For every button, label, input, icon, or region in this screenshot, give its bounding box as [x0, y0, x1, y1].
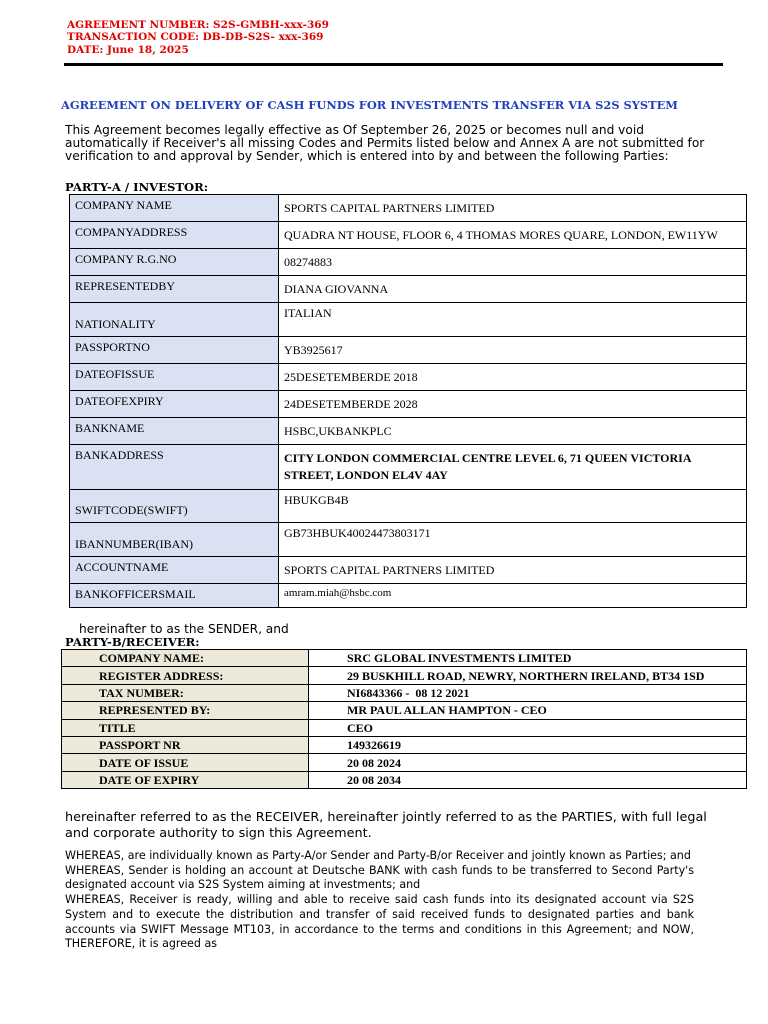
party-b-table	[61, 649, 747, 789]
row-label: DATE OF ISSUE	[62, 754, 309, 771]
document-title: AGREEMENT ON DELIVERY OF CASH FUNDS FOR INVESTMENTS TRANSFER VIA S2S SYSTEM	[61, 98, 678, 112]
row-value: 20 08 2024	[309, 754, 747, 771]
table-row	[70, 222, 747, 249]
table-row	[70, 418, 747, 445]
row-label: DATE OF EXPIRY	[62, 771, 309, 788]
table-row	[62, 667, 747, 684]
row-value: SRC GLOBAL INVESTMENTS LIMITED	[309, 650, 747, 667]
row-label: BANKOFFICERSMAIL	[70, 584, 279, 608]
row-label: PASSPORTNO	[70, 337, 279, 364]
row-value: QUADRA NT HOUSE, FLOOR 6, 4 THOMAS MORES QUARE, LONDON, EW11YW	[279, 222, 747, 249]
row-value: 08274883	[279, 249, 747, 276]
table-row	[62, 754, 747, 771]
table-row	[62, 736, 747, 753]
row-label: TITLE	[62, 719, 309, 736]
row-value: 25DESETEMBERDE 2018	[279, 364, 747, 391]
row-value: SPORTS CAPITAL PARTNERS LIMITED	[279, 195, 747, 222]
row-label: COMPANY NAME:	[62, 650, 309, 667]
row-value: 20 08 2034	[309, 771, 747, 788]
row-label: IBANNUMBER(IBAN)	[70, 523, 279, 557]
row-label: REGISTER ADDRESS:	[62, 667, 309, 684]
table-row	[70, 557, 747, 584]
table-row	[62, 771, 747, 788]
row-label: COMPANYADDRESS	[70, 222, 279, 249]
row-label: REPRESENTEDBY	[70, 276, 279, 303]
table-row	[62, 684, 747, 701]
row-value: DIANA GIOVANNA	[279, 276, 747, 303]
receiver-note: hereinafter referred to as the RECEIVER, hereinafter jointly referred to as the PARTIES, with full legal and corporate authority to sign this Agreement.	[65, 810, 707, 841]
table-row	[70, 523, 747, 557]
table-row	[70, 276, 747, 303]
table-row	[62, 650, 747, 667]
party-b-heading: PARTY-B/RECEIVER:	[65, 635, 200, 649]
whereas-clause: WHEREAS, are individually known as Party-A/or Sender and Party-B/or Receiver and jointly known as Parties; and	[65, 849, 691, 862]
row-value: YB3925617	[279, 337, 747, 364]
party-a-table	[69, 194, 747, 608]
row-label: BANKNAME	[70, 418, 279, 445]
table-row	[70, 195, 747, 222]
party-a-heading: PARTY-A / INVESTOR:	[65, 180, 209, 194]
row-value: 29 BUSKHILL ROAD, NEWRY, NORTHERN IRELAND, BT34 1SD	[309, 667, 747, 684]
whereas-clauses	[65, 849, 694, 952]
row-label: TAX NUMBER:	[62, 684, 309, 701]
header-divider	[64, 63, 723, 66]
row-value: NI6843366 - 08 12 2021	[309, 684, 747, 701]
row-value: SPORTS CAPITAL PARTNERS LIMITED	[279, 557, 747, 584]
row-value: 149326619	[309, 736, 747, 753]
table-row	[70, 391, 747, 418]
sender-note: hereinafter to as the SENDER, and	[79, 622, 289, 636]
row-label: NATIONALITY	[70, 303, 279, 337]
table-row	[70, 249, 747, 276]
transaction-code: TRANSACTION CODE: DB-DB-S2S- xxx-369	[67, 31, 324, 44]
row-label: REPRESENTED BY:	[62, 702, 309, 719]
row-label: DATEOFEXPIRY	[70, 391, 279, 418]
row-value: ITALIAN	[279, 303, 747, 337]
intro-paragraph: This Agreement becomes legally effective as Of September 26, 2025 or becomes null and void automatically if Receiver's all missing Codes and Permits listed below and Annex A are not submitted for verification to and approval by Sender, which is entered into by and between the following Parties:	[65, 123, 705, 163]
row-label: BANKADDRESS	[70, 445, 279, 490]
agreement-number: AGREEMENT NUMBER: S2S-GMBH-xxx-369	[67, 19, 329, 31]
document-header	[67, 19, 329, 56]
row-label: COMPANY R.G.NO	[70, 249, 279, 276]
table-row	[70, 584, 747, 608]
table-row	[70, 490, 747, 523]
row-label: SWIFTCODE(SWIFT)	[70, 490, 279, 523]
table-row	[70, 303, 747, 337]
row-value: 24DESETEMBERDE 2028	[279, 391, 747, 418]
row-value: CEO	[309, 719, 747, 736]
row-label: PASSPORT NR	[62, 736, 309, 753]
whereas-clause: WHEREAS, Sender is holding an account at Deutsche BANK with cash funds to be transferred to Second Party's designated account via S2S System aiming at investments; and	[65, 863, 694, 892]
table-row	[70, 445, 747, 490]
row-value: MR PAUL ALLAN HAMPTON - CEO	[309, 702, 747, 719]
table-row	[70, 337, 747, 364]
table-row	[70, 364, 747, 391]
row-value: amram.miah@hsbc.com	[279, 584, 747, 608]
whereas-clause: WHEREAS, Receiver is ready, willing and able to receive said cash funds into its designated account via S2S System and to execute the distribution and transfer of said received funds to designated parties and bank accounts via SWIFT Message MT103, in accordance to the terms and conditions in this Agreement; and NOW, THEREFORE, it is agreed as	[65, 893, 694, 951]
table-row	[62, 719, 747, 736]
table-row	[62, 702, 747, 719]
row-label: DATEOFISSUE	[70, 364, 279, 391]
row-value: CITY LONDON COMMERCIAL CENTRE LEVEL 6, 71 QUEEN VICTORIA STREET, LONDON EL4V 4AY	[279, 445, 747, 490]
row-label: ACCOUNTNAME	[70, 557, 279, 584]
row-label: COMPANY NAME	[70, 195, 279, 222]
row-value: HSBC,UKBANKPLC	[279, 418, 747, 445]
row-value: GB73HBUK40024473803171	[279, 523, 747, 557]
row-value: HBUKGB4B	[279, 490, 747, 523]
document-date: DATE: June 18, 2025	[67, 43, 189, 56]
